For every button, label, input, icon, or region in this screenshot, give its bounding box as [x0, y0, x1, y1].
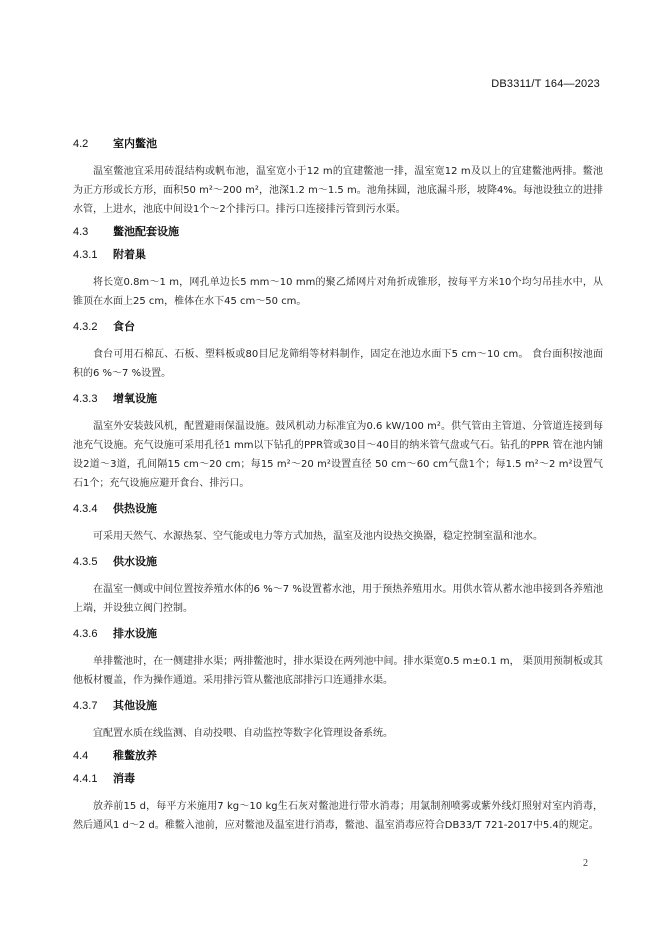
section-heading-4-4-1 — [73, 772, 603, 786]
section-title: 室内鳖池 — [113, 137, 157, 150]
section-number: 4.3 — [73, 226, 89, 238]
document-body — [73, 137, 603, 835]
section-heading-4-3-1 — [73, 248, 603, 262]
section-text-4-4-1: 放养前15 d，每平方米施用7 kg～10 kg生石灰对鳖池进行带水消毒；用氯制剂喷雾或紫外线灯照射对室内消毒，然后通风1 d～2 d。稚鳖入池前，应对鳖池及温室进行消毒，鳖池、温室消毒应符合DB33/T 721-2017中5.4的规定。 — [73, 801, 603, 831]
section-number: 4.3.1 — [73, 249, 98, 261]
section-title: 稚鳖放养 — [113, 749, 157, 762]
section-heading-4-4 — [73, 749, 603, 763]
section-text-4-3-5: 在温室一侧或中间位置按养殖水体的6 %～7 %设置蓄水池，用于预热养殖用水。用供水管从蓄水池串接到各养殖池上端，并设独立阀门控制。 — [73, 584, 603, 614]
section-heading-4-3-7 — [73, 699, 603, 713]
section-title: 排水设施 — [113, 627, 157, 640]
section-heading-4-3 — [73, 225, 603, 239]
section-title: 供水设施 — [113, 555, 157, 568]
page-number: 2 — [583, 858, 588, 869]
section-heading-4-3-5 — [73, 555, 603, 569]
section-title: 消毒 — [113, 772, 135, 785]
section-number: 4.2 — [73, 138, 89, 150]
section-title: 食台 — [113, 320, 135, 333]
section-number: 4.3.5 — [73, 556, 98, 568]
section-text-4-3-3: 温室外安装鼓风机，配置避雨保温设施。鼓风机动力标准宜为0.6 kW/100 m²。供气管由主管道、分管道连接到每池充气设施。充气设施可采用孔径1 mm以下钻孔的PPR管或30目～40目的纳米管气盘或气石。钻孔的PPR 管在池内铺设2道～3道，孔间隔15 cm～20 cm；每15 m²～20 m²设置直径 50 cm～60 cm气盘1个；每1.5 m²～2 m²设置气石1个；充气设施应避开食台、排污口。 — [73, 421, 603, 489]
section-title: 增氧设施 — [113, 392, 157, 405]
section-heading-4-3-4 — [73, 502, 603, 516]
section-title: 附着巢 — [113, 248, 146, 261]
section-title: 供热设施 — [113, 502, 157, 515]
section-number: 4.3.4 — [73, 503, 98, 515]
section-number: 4.4.1 — [73, 773, 98, 785]
section-heading-4-3-3 — [73, 392, 603, 406]
section-number: 4.3.2 — [73, 321, 98, 333]
section-number: 4.3.7 — [73, 700, 98, 712]
section-text-4-3-6: 单排鳖池时，在一侧建排水渠；两排鳖池时，排水渠设在两列池中间。排水渠宽0.5 m±0.1 m， 渠顶用预制板或其他板材覆盖，作为操作通道。采用排污管从鳖池底部排污口连通排水渠。 — [73, 656, 603, 686]
section-number: 4.3.3 — [73, 393, 98, 405]
section-text-4-2: 温室鳖池宜采用砖混结构或帆布池，温室宽小于12 m的宜建鳖池一排，温室宽12 m及以上的宜建鳖池两排。鳖池为正方形或长方形，面积50 m²～200 m²，池深1.2 m～1.5 m。池角抹圆，池底漏斗形，坡降4%。每池设独立的进排水管，上进水，池底中间设1个～2个排污口。排污口连接排污管到污水渠。 — [73, 166, 603, 215]
section-text-4-3-2: 食台可用石棉瓦、石板、塑料板或80目尼龙筛绢等材料制作，固定在池边水面下5 cm～10 cm。 食台面积按池面积的6 %～7 %设置。 — [73, 349, 603, 379]
section-heading-4-2 — [73, 137, 603, 151]
section-number: 4.3.6 — [73, 628, 98, 640]
section-heading-4-3-6 — [73, 627, 603, 641]
section-title: 其他设施 — [113, 699, 157, 712]
section-text-4-3-7: 宜配置水质在线监测、自动投喂、自动监控等数字化管理设备系统。 — [93, 728, 393, 739]
section-text-4-3-4: 可采用天然气、水源热泵、空气能或电力等方式加热，温室及池内设热交换器，稳定控制室温和池水。 — [93, 531, 543, 542]
section-number: 4.4 — [73, 750, 89, 762]
document-code: DB3311/T 164—2023 — [491, 78, 600, 90]
section-title: 鳖池配套设施 — [113, 225, 179, 238]
section-text-4-3-1: 将长宽0.8m～1 m，网孔单边长5 mm～10 mm的聚乙烯网片对角折成锥形，按每平方米10个均匀吊挂水中，从锥顶在水面上25 cm，椎体在水下45 cm～50 cm。 — [73, 277, 603, 307]
section-heading-4-3-2 — [73, 320, 603, 334]
